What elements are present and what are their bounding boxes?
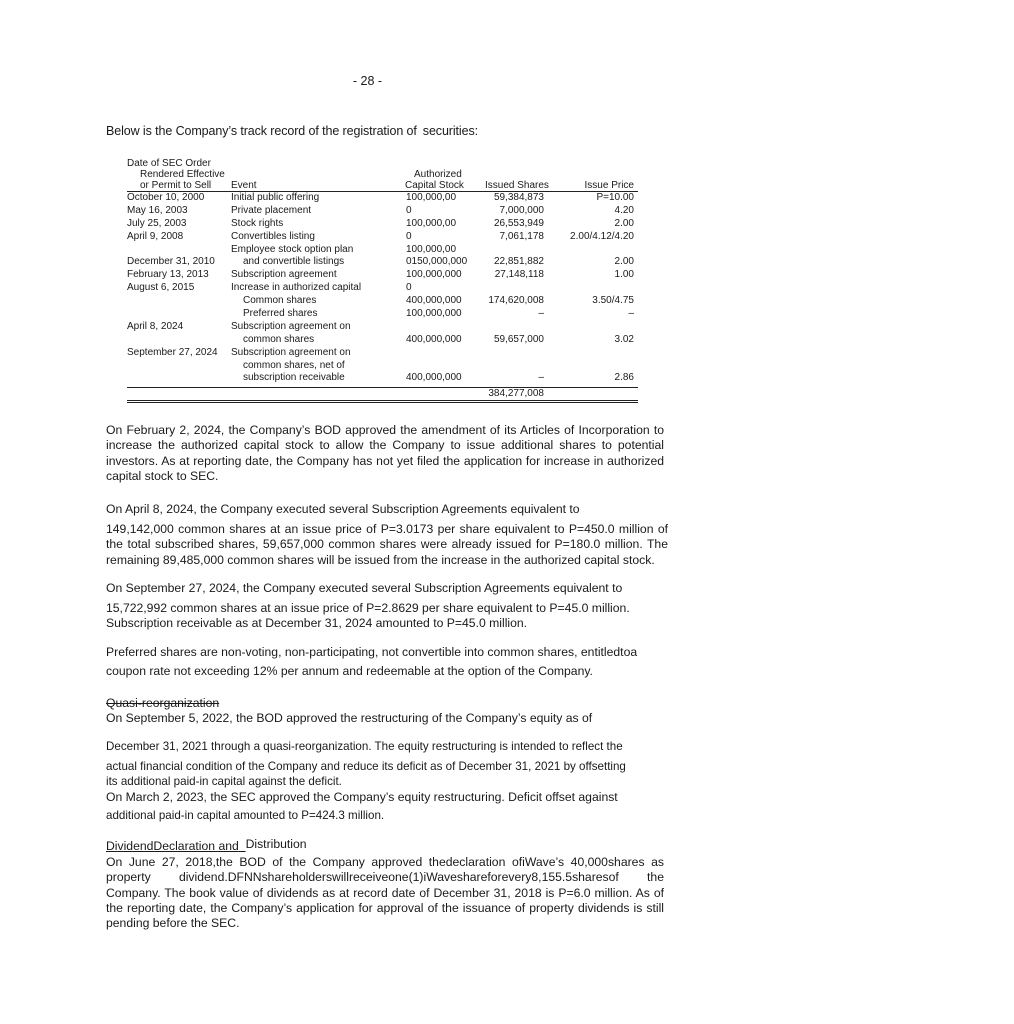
row-event: and convertible listings [243, 256, 345, 268]
header-authorized-line-1: Authorized [414, 169, 462, 180]
row-authorized-capital: 0150,000,000 [406, 256, 468, 268]
row-issued-shares: – [538, 308, 544, 320]
table-row [127, 282, 639, 295]
row-event: Employee stock option plan [231, 243, 354, 255]
row-issued-shares: 22,851,882 [493, 256, 544, 268]
heading-dividend-a: DividendDeclaration and [106, 839, 239, 853]
quasi-line-4: its additional paid-in capital against the deficit. [106, 775, 342, 788]
paragraph-preferred-line-1: Preferred shares are non-voting, non-participating, not convertible into common shares, entitledtoa [106, 645, 638, 659]
row-issued-shares: 26,553,949 [493, 217, 544, 229]
table-row [127, 192, 639, 205]
quasi-line-6: additional paid-in capital amounted to P=424.3 million. [106, 809, 385, 822]
heading-dividend-b: Distribution [245, 837, 307, 851]
row-authorized-capital: 100,000,00 [406, 217, 457, 229]
row-event: subscription receivable [243, 372, 345, 384]
table-row [127, 256, 639, 269]
row-event: Stock rights [231, 217, 284, 229]
row-date: May 16, 2003 [127, 204, 188, 216]
row-issue-price: 3.50/4.75 [592, 295, 634, 307]
table-row [127, 347, 639, 360]
row-authorized-capital: 400,000,000 [406, 372, 462, 384]
header-authorized-line-2: Capital Stock [405, 180, 464, 191]
row-issued-shares: – [538, 372, 544, 384]
row-issue-price: 2.00 [614, 217, 634, 229]
row-date: October 10, 2000 [127, 192, 205, 203]
row-issued-shares: 7,061,178 [499, 230, 544, 242]
row-authorized-capital: 0 [406, 204, 412, 216]
row-event: Convertibles listing [231, 230, 315, 242]
row-issued-shares: 27,148,118 [494, 269, 544, 281]
row-event: Subscription agreement on [231, 346, 351, 358]
table-row [127, 308, 639, 321]
paragraph-feb-2024-text: On February 2, 2024, the Company’s BOD approved the amendment of its Articles of Incorporation to increase the authorized capital stock to allow the Company to issue additional shares to potential investors. As at reporting date, the Company has not yet filed the application for increase in authorized capital stock to SEC. [106, 423, 664, 483]
row-issue-price: 1.00 [614, 269, 634, 281]
row-authorized-capital: 400,000,000 [406, 295, 462, 307]
table-row [127, 372, 639, 385]
row-issue-price: P=10.00 [596, 192, 634, 203]
row-authorized-capital: 400,000,000 [406, 333, 462, 345]
header-date-line-1: Date of SEC Order [127, 158, 211, 169]
row-date: April 8, 2024 [127, 320, 184, 332]
securities-registration-table [127, 158, 639, 403]
row-event: Common shares [243, 295, 317, 307]
row-date: August 6, 2015 [127, 282, 195, 294]
total-issued-shares: 384,277,008 [488, 388, 544, 400]
row-authorized-capital: 100,000,00 [406, 243, 457, 255]
table-row [127, 295, 639, 308]
page-number: - 28 - [352, 74, 383, 88]
row-issue-price: 2.00/4.12/4.20 [570, 230, 634, 242]
intro-tail: securities: [422, 124, 478, 138]
heading-quasi-reorganization: Quasi-reorganization [106, 696, 220, 710]
row-date: July 25, 2003 [127, 217, 187, 229]
header-date-line-2: Rendered Effective [140, 169, 225, 180]
table-header [127, 158, 639, 192]
row-date: September 27, 2024 [127, 346, 218, 358]
row-issue-price: – [628, 308, 634, 320]
row-issue-price: 2.86 [614, 372, 634, 384]
table-row [127, 231, 639, 244]
row-issue-price: 4.20 [614, 204, 634, 216]
table-row [127, 244, 639, 257]
table-row [127, 334, 639, 347]
row-date: December 31, 2010 [127, 256, 215, 268]
paragraph-apr-2024 [106, 522, 668, 568]
table-row [127, 205, 639, 218]
row-event: common shares [243, 333, 315, 345]
quasi-line-3: actual financial condition of the Company and reduce its deficit as of December 31, 2021 by offsetting [106, 760, 626, 773]
total-rule-double-2 [127, 402, 638, 403]
row-issued-shares: 174,620,008 [488, 295, 544, 307]
table-row [127, 321, 639, 334]
table-row [127, 218, 639, 231]
paragraph-apr-2024-line-1: On April 8, 2024, the Company executed several Subscription Agreements equivalent to [106, 502, 580, 516]
intro-text: Below is the Company’s track record of the registration of [106, 124, 417, 138]
total-rule-top [127, 387, 638, 388]
quasi-line-2: December 31, 2021 through a quasi-reorganization. The equity restructuring is intended to reflect the [106, 740, 623, 753]
row-issued-shares: 7,000,000 [499, 204, 544, 216]
paragraph-dividend-text: On June 27, 2018,the BOD of the Company approved thedeclaration ofiWave’s 40,000shares as property dividend.DFNNshareholderswillreceiveone(1)iWaveshareforevery8,155.5sharesof the Company. The book value of dividends as at record date of December 31, 2018 is P=6.0 million. As of the reporting date, the Company’s application for approval of the issuance of property dividends is still pending before the SEC. [106, 855, 664, 931]
row-event: Subscription agreement on [231, 320, 351, 332]
paragraph-feb-2024 [106, 423, 664, 484]
table-body [127, 192, 639, 385]
row-issued-shares: 59,657,000 [493, 333, 544, 345]
table-total-block [127, 385, 639, 403]
row-authorized-capital: 100,000,000 [406, 269, 462, 281]
row-event: Private placement [231, 204, 312, 216]
row-authorized-capital: 100,000,000 [406, 308, 462, 320]
row-date: February 13, 2013 [127, 269, 209, 281]
intro-sentence [106, 124, 478, 138]
row-authorized-capital: 0 [406, 230, 412, 242]
row-issued-shares: 59,384,873 [493, 192, 544, 203]
total-rule-double-1 [127, 400, 638, 401]
row-event: common shares, net of [243, 359, 345, 371]
header-issued-shares: Issued Shares [485, 180, 549, 191]
quasi-line-5: On March 2, 2023, the SEC approved the Company’s equity restructuring. Deficit offset against [106, 790, 618, 804]
paragraph-dividend [106, 855, 664, 931]
header-date-line-3: or Permit to Sell [140, 180, 212, 191]
table-row [127, 269, 639, 282]
row-issue-price: 3.02 [614, 333, 634, 345]
row-authorized-capital: 100,000,00 [406, 192, 457, 203]
paragraph-apr-2024-text: 149,142,000 common shares at an issue price of P=3.0173 per share equivalent to P=450.0 million of the total subscribed shares, 59,657,000 common shares were already issued for P=180.0 million. The remaining 89,485,000 common shares will be issued from the increase in the authorized capital stock. [106, 522, 668, 567]
row-event: Subscription agreement [231, 269, 337, 281]
row-issue-price: 2.00 [614, 256, 634, 268]
table-row [127, 360, 639, 373]
header-issue-price: Issue Price [584, 180, 634, 191]
quasi-line-1: On September 5, 2022, the BOD approved the restructuring of the Company’s equity as of [106, 711, 593, 725]
paragraph-preferred-line-2: coupon rate not exceeding 12% per annum and redeemable at the option of the Company. [106, 664, 593, 678]
row-event: Preferred shares [243, 308, 318, 320]
header-event: Event [231, 180, 257, 191]
heading-dividend-declaration [106, 839, 307, 853]
paragraph-sep-2024-line-1: On September 27, 2024, the Company executed several Subscription Agreements equivalent to [106, 581, 623, 595]
row-event: Increase in authorized capital [231, 282, 362, 294]
paragraph-sep-2024-text: 15,722,992 common shares at an issue price of P=2.8629 per share equivalent to P=45.0 million. Subscription receivable as at December 31, 2024 amounted to P=45.0 million. [106, 601, 630, 631]
paragraph-sep-2024 [106, 601, 636, 632]
row-date: April 9, 2008 [127, 230, 184, 242]
row-authorized-capital: 0 [406, 282, 412, 294]
row-event: Initial public offering [231, 192, 320, 203]
